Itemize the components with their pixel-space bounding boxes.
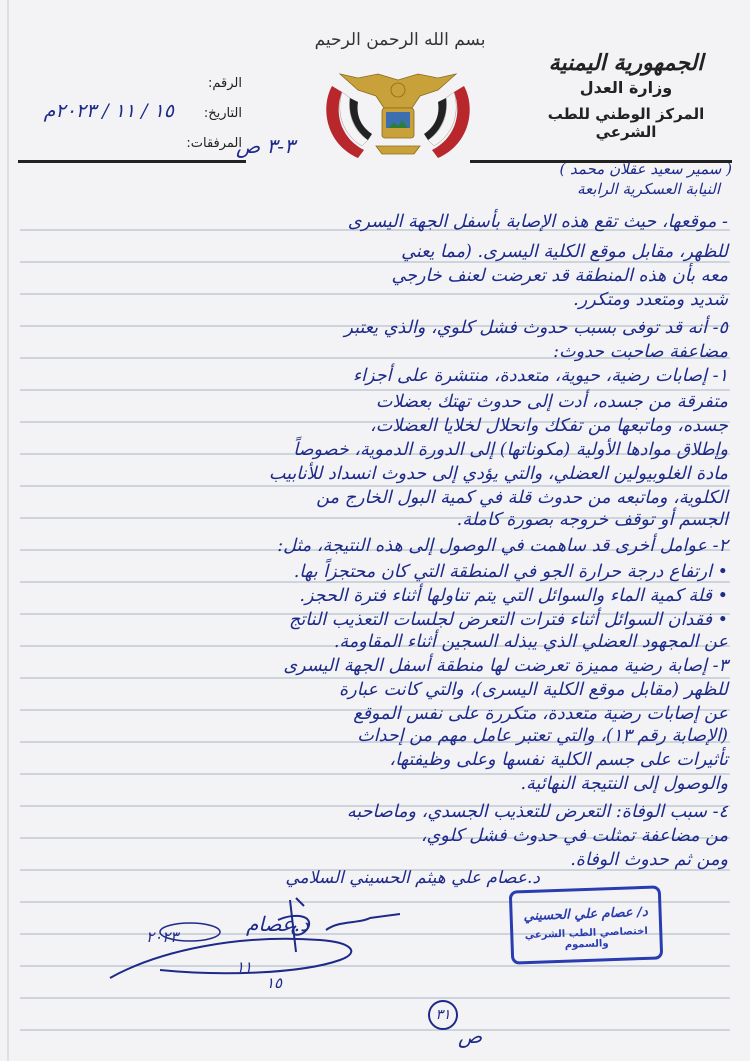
ministry-name: وزارة العدل [579, 78, 673, 97]
body-line: متفرقة من جسده، أدت إلى حدوث تهتك بعضلات [375, 392, 728, 412]
yemen-emblem-icon [318, 68, 478, 168]
body-line: وإطلاق موادها الأولية (مكوناتها) إلى الدورة الدموية، خصوصاً [293, 440, 728, 460]
body-line: ومن ثم حدوث الوفاة. [570, 850, 728, 870]
page-mark: ص [458, 1024, 483, 1048]
body-line: (الإصابة رقم ١٣)، والتي تعتبر عامل مهم من إحداث [357, 726, 728, 746]
stamp-title: اختصاصي الطب الشرعي والسموم [524, 925, 648, 951]
basmala: بسم الله الرحمن الرحيم [314, 30, 486, 50]
signature-month: ١١ [236, 958, 253, 976]
body-line: للظهر (مقابل موقع الكلية اليسرى)، والتي كانت عبارة [339, 680, 728, 700]
body-line: عن المجهود العضلي الذي يبذله السجين أثناء المقاومة. [333, 632, 728, 652]
body-line: جسده، وماتبعها من تفكك وانحلال لخلايا العضلات، [370, 416, 728, 436]
body-line: ٤- سبب الوفاة: التعرض للتعذيب الجسدي، وماصاحبه [346, 802, 728, 822]
body-line: ٥- أنه قد توفى بسبب حدوث فشل كلوي، والذي يعتبر [344, 318, 728, 338]
body-line: - موقعها، حيث تقع هذه الإصابة بأسفل الجهة اليسرى [347, 212, 728, 232]
center-name: المركز الوطني للطب الشرعي [547, 105, 705, 141]
body-line: عن إصابات رضية متعددة، متكررة على نفس الموقع [353, 704, 728, 724]
attachments-label: المرفقات: [186, 136, 242, 151]
header-page-mark: ٣-٣ ص [236, 134, 295, 158]
body-line: الكلوية، وماتبعه من حدوث قلة في كمية البول الخارج من [316, 488, 728, 508]
body-line: مضاعفة صاحبت حدوث: [553, 342, 728, 362]
body-line: • قلة كمية الماء والسوائل التي يتم تناولها أثناء فترة الحجز. [299, 586, 728, 606]
body-line: • فقدان السوائل أثناء فترات التعرض لجلسات التعذيب الناتج [288, 610, 728, 630]
body-line: من مضاعفة تمثلت في حدوث فشل كلوي، [420, 826, 728, 846]
header-rule-left [18, 160, 246, 163]
date-label: التاريخ: [203, 106, 242, 121]
body-line: • ارتفاع درجة حرارة الجو في المنطقة التي كان محتجزاً بها. [293, 562, 728, 582]
case-note-name: ( سمير سعيد عقلان محمد ) [559, 160, 732, 178]
body-line: للظهر، مقابل موقع الكلية اليسرى. (مما يعني [401, 242, 728, 262]
body-line: الجسم أو توقف خروجه بصورة كاملة. [456, 510, 728, 530]
body-line: تأثيرات على جسم الكلية نفسها وعلى وظيفتها، [389, 750, 728, 770]
stamp-name: د/ عصام علي الحسيني [523, 904, 648, 925]
signature-short: د.عصام [246, 912, 310, 936]
body-line: مادة الغلوبيولين العضلي، والتي يؤدي إلى حدوث انسداد للأنابيب [268, 464, 728, 484]
date-value: ١٥ / ١١ / ٢٠٢٣م [43, 100, 174, 122]
letterhead-left [22, 76, 242, 166]
signature-day: ١٥ [266, 974, 283, 992]
page-number: ٣١ [428, 1000, 458, 1030]
republic-name: الجمهورية اليمنية [548, 50, 704, 76]
body-line: معه بأن هذه المنطقة قد تعرضت لعنف خارجي [391, 266, 728, 286]
official-stamp [509, 885, 663, 964]
body-line: ١- إصابات رضية، حيوية، متعددة، منتشرة على أجزاء [352, 366, 728, 386]
ref-label: الرقم: [208, 76, 242, 91]
letterhead-right [526, 50, 726, 141]
body-line: والوصول إلى النتيجة النهائية. [520, 774, 728, 794]
case-note-prosecution: النيابة العسكرية الرابعة [577, 180, 720, 198]
body-line: شديد ومتعدد ومتكرر. [573, 290, 728, 310]
date-row [22, 100, 242, 136]
signatory-name: د.عصام علي هيثم الحسيني السلامي [285, 868, 540, 888]
signature-year: ٢٠٢٣ [146, 928, 179, 946]
body-line: ٢- عوامل أخرى قد ساهمت في الوصول إلى هذه النتيجة، مثل: [277, 536, 728, 556]
body-line: ٣- إصابة رضية مميزة تعرضت لها منطقة أسفل الجهة اليسرى [283, 656, 728, 676]
